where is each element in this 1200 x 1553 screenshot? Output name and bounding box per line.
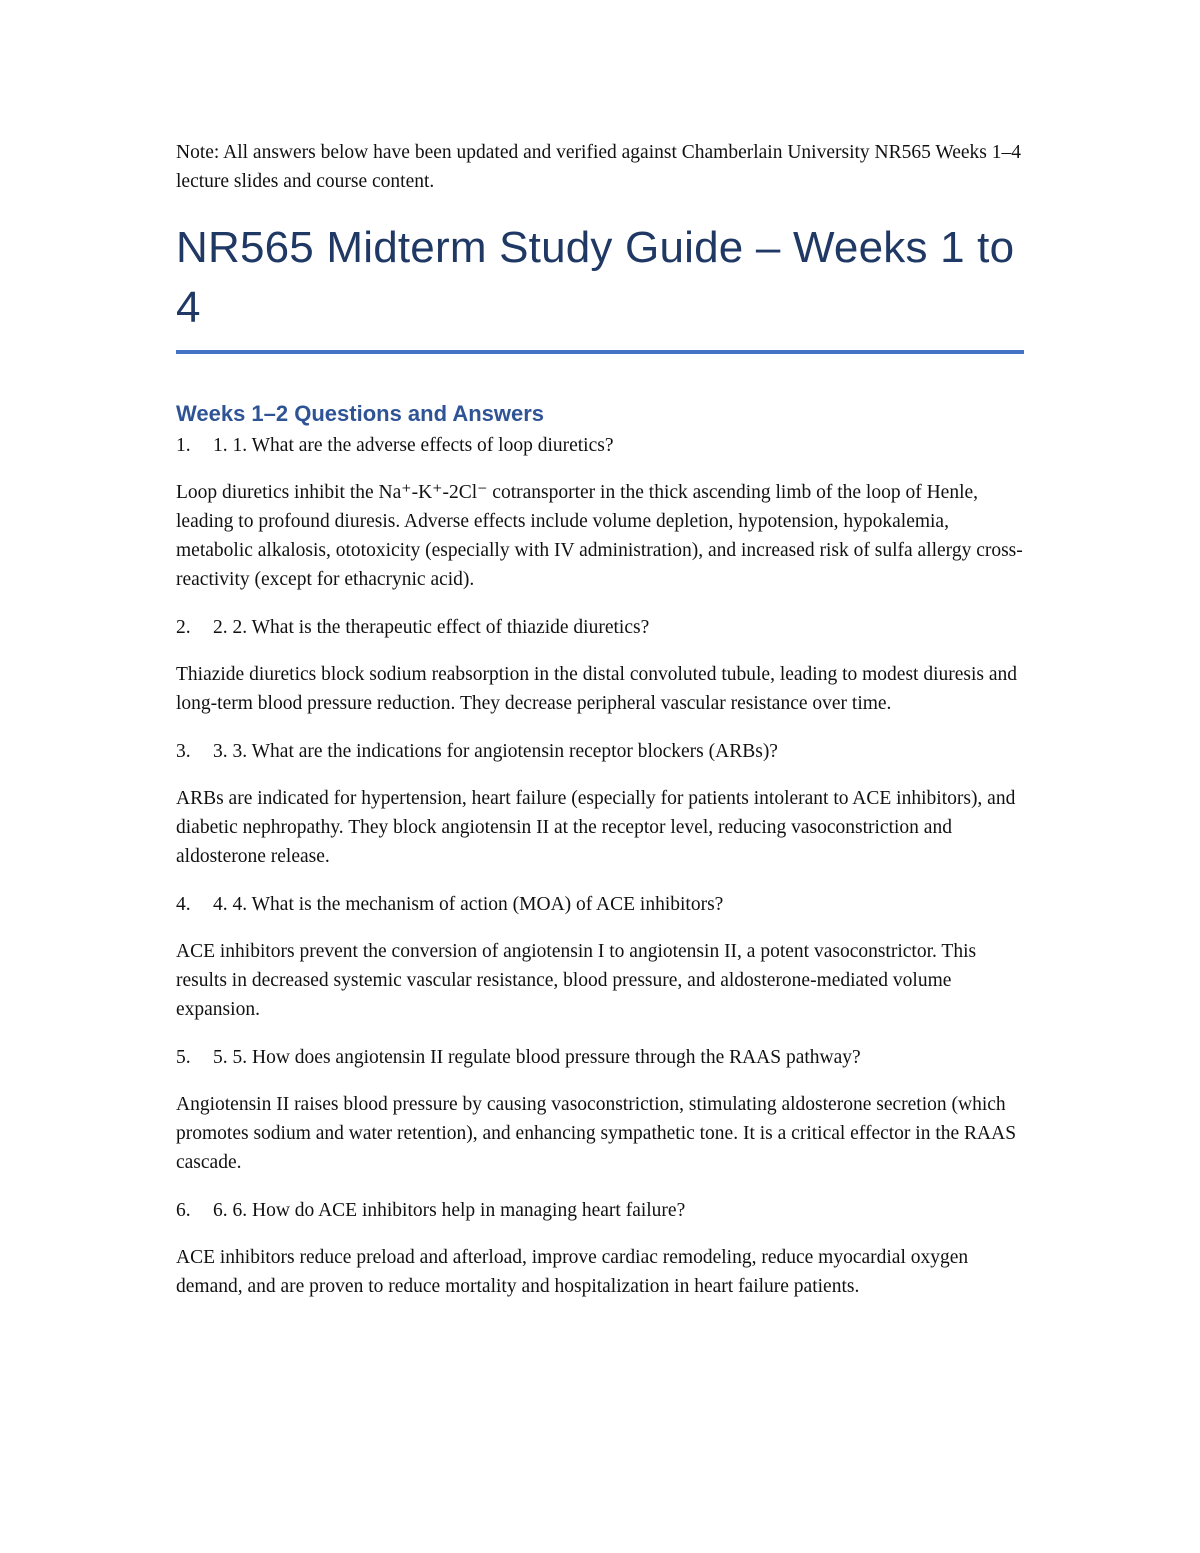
question-text: 3. 3. What are the indications for angiotensin receptor blockers (ARBs)?: [213, 741, 778, 762]
question: [176, 890, 1026, 919]
title-divider: [176, 350, 1024, 354]
qa-item: [176, 890, 1026, 1024]
question: [176, 613, 1026, 642]
question-number: 4.: [176, 894, 191, 915]
qa-item: [176, 431, 1026, 594]
verification-note: Note: All answers below have been updated and verified against Chamberlain University NR565 Weeks 1–4 lecture slides and course content.: [176, 142, 1022, 192]
qa-item: [176, 613, 1026, 718]
qa-list: [176, 431, 1026, 1301]
answer-text: ACE inhibitors reduce preload and afterload, improve cardiac remodeling, reduce myocardial oxygen demand, and are proven to reduce mortality and hospitalization in heart failure patients.: [176, 1247, 969, 1297]
qa-item: [176, 1196, 1026, 1301]
question: [176, 737, 1026, 766]
question-number: 3.: [176, 741, 191, 762]
answer-text: ARBs are indicated for hypertension, heart failure (especially for patients intolerant to ACE inhibitors), and diabetic nephropathy. They block angiotensin II at the receptor level, reducing vasoconstriction and aldosterone release.: [176, 788, 1016, 867]
question-text: 2. 2. What is the therapeutic effect of thiazide diuretics?: [213, 617, 650, 638]
question-number: 5.: [176, 1047, 191, 1068]
question-number: 2.: [176, 617, 191, 638]
question: [176, 431, 1026, 460]
document-title: NR565 Midterm Study Guide – Weeks 1 to 4: [176, 223, 1015, 332]
question: [176, 1196, 1026, 1225]
answer-text: Angiotensin II raises blood pressure by causing vasoconstriction, stimulating aldosterone secretion (which promotes sodium and water retention), and enhancing sympathetic tone. It is a critical effector in the RAAS cascade.: [176, 1094, 1017, 1173]
question-text: 1. 1. What are the adverse effects of loop diuretics?: [213, 435, 614, 456]
answer-text: Thiazide diuretics block sodium reabsorption in the distal convoluted tubule, leading to modest diuresis and long-term blood pressure reduction. They decrease peripheral vascular resistance over time.: [176, 664, 1018, 714]
qa-item: [176, 1043, 1026, 1177]
question-number: 1.: [176, 435, 191, 456]
question: [176, 1043, 1026, 1072]
answer-text: ACE inhibitors prevent the conversion of angiotensin I to angiotensin II, a potent vasoconstrictor. This results in decreased systemic vascular resistance, blood pressure, and aldosterone-mediated volume expansion.: [176, 941, 977, 1020]
question-text: 5. 5. How does angiotensin II regulate blood pressure through the RAAS pathway?: [213, 1047, 861, 1068]
question-text: 4. 4. What is the mechanism of action (MOA) of ACE inhibitors?: [213, 894, 724, 915]
answer-text: Loop diuretics inhibit the Na⁺-K⁺-2Cl⁻ cotransporter in the thick ascending limb of the loop of Henle, leading to profound diuresis. Adverse effects include volume depletion, hypotension, hypokalemia, metabolic alkalosis, ototoxicity (especially with IV administration), and increased risk of sulfa allergy cross-reactivity (except for ethacrynic acid).: [176, 482, 1023, 590]
question-text: 6. 6. How do ACE inhibitors help in managing heart failure?: [213, 1200, 686, 1221]
section-heading: Weeks 1–2 Questions and Answers: [176, 401, 545, 426]
document-page: [176, 138, 1026, 1320]
question-number: 6.: [176, 1200, 191, 1221]
qa-item: [176, 737, 1026, 871]
